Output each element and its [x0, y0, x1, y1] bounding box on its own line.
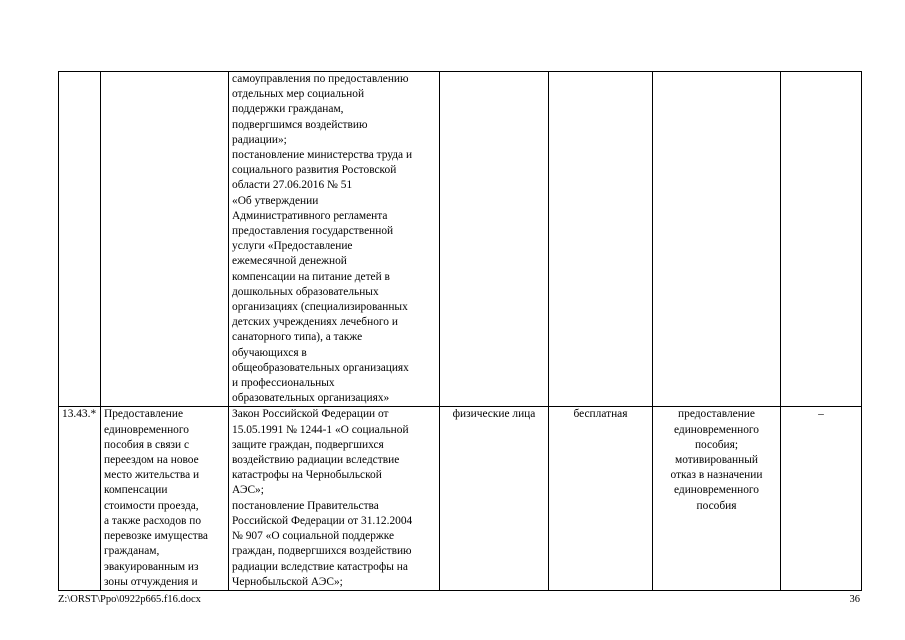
cell-result	[653, 72, 781, 407]
cell-service-name	[101, 72, 229, 407]
cell-number	[59, 72, 101, 407]
cell-note	[781, 72, 862, 407]
cell-result: предоставление единовременного пособия; мотивированный отказ в назначении единовременного пособия	[653, 407, 781, 590]
footer-file-path: Z:\ORST\Ppo\0922p665.f16.docx	[58, 594, 201, 605]
cell-legal-basis: Закон Российской Федерации от 15.05.1991 № 1244-1 «О социальной защите граждан, подвергшихся воздействию радиации вследствие катастрофы на Чернобыльской АЭС»; постановление Правительства Российской Федерации от 31.12.2004 № 907 «О социальной поддержке граждан, подвергшихся воздействию радиации вследствие катастрофы на Чернобыльской АЭС»;	[229, 407, 440, 590]
cell-recipients: физические лица	[440, 407, 549, 590]
footer-page-number: 36	[849, 594, 860, 605]
cell-fee: бесплатная	[549, 407, 653, 590]
services-table	[58, 71, 862, 591]
cell-note: –	[781, 407, 862, 590]
cell-legal-basis: самоуправления по предоставлению отдельных мер социальной поддержки гражданам, подвергшимся воздействию радиации»; постановление министерства труда и социального развития Ростовской области 27.06.2016 № 51 «Об утверждении Административного регламента предоставления государственной услуги «Предоставление ежемесячной денежной компенсации на питание детей в дошкольных образовательных организациях (специализированных детских учреждениях лечебного и санаторного типа), а также обучающихся в общеобразовательных организациях и профессиональных образовательных организациях»	[229, 72, 440, 407]
cell-fee	[549, 72, 653, 407]
cell-number: 13.43.*	[59, 407, 101, 590]
table-row	[59, 72, 862, 407]
cell-recipients	[440, 72, 549, 407]
table-row	[59, 407, 862, 590]
cell-service-name: Предоставление единовременного пособия в связи с переездом на новое место жительства и компенсации стоимости проезда, а также расходов по перевозке имущества гражданам, эвакуированным из зоны отчуждения и	[101, 407, 229, 590]
